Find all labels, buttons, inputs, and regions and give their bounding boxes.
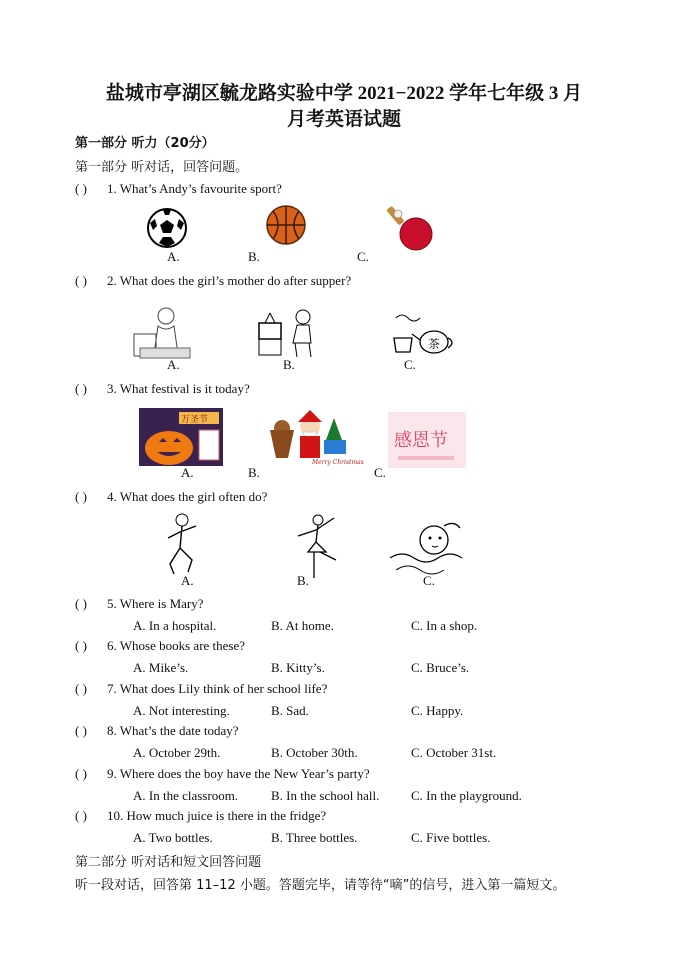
option-label-c: C. [423,573,435,588]
answer-blank: ( ) [75,766,87,781]
woman-watching-tv-image [255,307,321,359]
option-label-a: A. [181,573,194,588]
question-text: 2. What does the girl’s mother do after supper? [107,273,352,288]
option-b: B. Kitty’s. [271,660,325,675]
option-c: C. In the playground. [411,788,522,803]
option-b: B. Sad. [271,703,309,718]
option-c: C. In a shop. [411,618,478,633]
question-text: 9. Where does the boy have the New Year’s party? [107,766,370,781]
thanksgiving-image [388,412,466,468]
question-text: 4. What does the girl often do? [107,489,268,504]
question-4 [75,489,267,505]
ping-pong-paddle-image [386,202,438,254]
option-c: C. October 31st. [411,745,497,760]
option-label-b: B. [283,357,295,372]
question-2 [75,273,351,289]
part1-instruction: 第一部分 听对话，回答问题。 [75,160,249,175]
question-9 [75,766,370,782]
option-c: C. Happy. [411,703,464,718]
option-c: C. Bruce’s. [411,660,470,675]
option-a: A. Two bottles. [133,830,213,845]
question-6 [75,638,245,654]
question-1 [75,181,282,197]
answer-blank: ( ) [75,273,87,288]
option-label-b: B. [248,465,260,480]
option-a: A. In a hospital. [133,618,217,633]
option-label-b: B. [248,249,260,264]
basketball-image [265,204,307,246]
halloween-text: 万圣节 [181,415,209,425]
option-b: B. October 30th. [271,745,358,760]
answer-blank: ( ) [75,381,87,396]
thanksgiving-text: 感恩节 [394,430,448,451]
question-5 [75,596,204,612]
answer-blank: ( ) [75,596,87,611]
answer-blank: ( ) [75,808,87,823]
halloween-image [139,408,223,466]
question-10 [75,808,326,824]
question-text: 7. What does Lily think of her school life? [107,681,328,696]
tea-character: 茶 [428,337,441,351]
answer-blank: ( ) [75,489,87,504]
question-text: 8. What’s the date today? [107,723,239,738]
question-text: 10. How much juice is there in the fridge? [107,808,327,823]
option-b: B. In the school hall. [271,788,380,803]
question-text: 5. Where is Mary? [107,596,204,611]
question-8 [75,723,239,739]
answer-blank: ( ) [75,681,87,696]
option-a: A. Mike’s. [133,660,189,675]
option-b: B. Three bottles. [271,830,358,845]
answer-blank: ( ) [75,638,87,653]
option-a: A. In the classroom. [133,788,239,803]
option-label-b: B. [297,573,309,588]
mother-writing-image [132,304,194,362]
option-a: A. October 29th. [133,745,221,760]
answer-blank: ( ) [75,723,87,738]
option-label-a: A. [167,249,180,264]
running-girl-image [160,512,204,580]
dancing-girl-image [290,512,340,580]
question-3 [75,381,250,397]
question-7 [75,681,327,697]
teapot-image [388,308,458,360]
option-a: A. Not interesting. [133,703,230,718]
merry-christmas-text: Merry Christmas [312,459,364,466]
title-line-2: 月考英语试题 [286,109,401,130]
title-line-1: 盐城市亭湖区毓龙路实验中学 2021−2022 学年七年级 3 月 [105,83,583,104]
question-text: 3. What festival is it today? [107,381,250,396]
option-label-c: C. [357,249,369,264]
option-label-c: C. [374,465,386,480]
question-text: 1. What’s Andy’s favourite sport? [107,181,282,196]
christmas-image [268,410,364,466]
answer-blank: ( ) [75,181,87,196]
option-label-a: A. [181,465,194,480]
option-b: B. At home. [271,618,334,633]
soccer-ball-image [146,207,188,249]
part1-heading: 第一部分 听力（20分） [75,136,215,151]
swimming-girl-image [388,514,468,580]
option-label-a: A. [167,357,180,372]
part2-instruction: 听一段对话，回答第 11–12 小题。答题完毕，请等待“嘀”的信号，进入第一篇短文。 [75,878,566,893]
option-c: C. Five bottles. [411,830,491,845]
option-label-c: C. [404,357,416,372]
part2-heading: 第二部分 听对话和短文回答问题 [75,855,262,870]
question-text: 6. Whose books are these? [107,638,246,653]
